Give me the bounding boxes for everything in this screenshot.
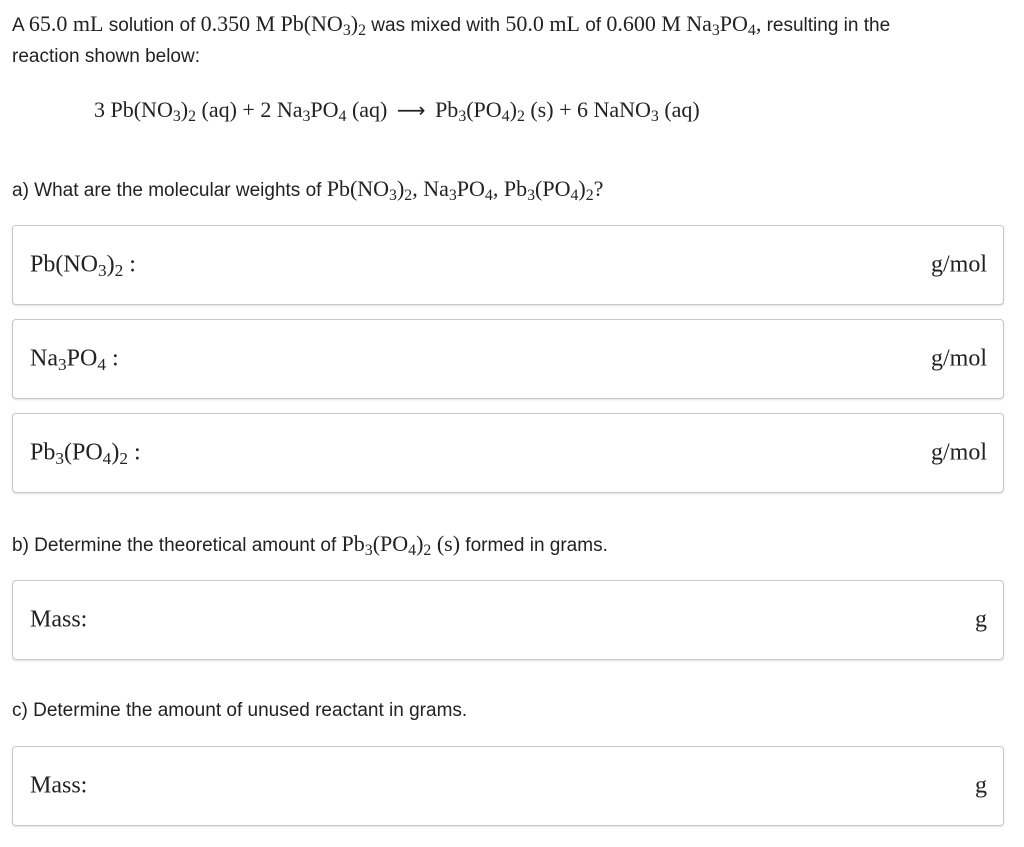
answer-box-lead-phosphate-mw[interactable] [12, 413, 1004, 493]
theoretical-mass-input[interactable] [213, 599, 883, 645]
formula-sodium-phosphate: $Na_3PO_4$ [276, 97, 347, 125]
question-c: c) Determine the amount of unused reactant in grams. [12, 700, 468, 721]
formula-sodium-phosphate: $Na_3PO_4$, [686, 11, 762, 39]
answer-box-lead-nitrate-mw[interactable] [12, 225, 1004, 305]
concentration-2: 0.600 M [606, 11, 681, 36]
formula-lead-phosphate: $Pb_3(PO_4)_2$ [435, 97, 525, 125]
answer-label-lead-nitrate: $Pb(NO_3)_2$ : [30, 251, 136, 280]
answer-label-lead-phosphate: $Pb_3(PO_4)_2$ : [30, 439, 141, 468]
reaction-arrow-icon: ⟶ [396, 98, 426, 122]
lead-nitrate-mw-input[interactable] [213, 244, 883, 290]
answer-box-unused-reactant-mass[interactable] [12, 746, 1004, 826]
formula-sodium-phosphate: $Na_3PO_4$ [423, 176, 493, 204]
unit-label: g [975, 772, 987, 799]
unit-label: g/mol [930, 439, 987, 466]
formula-lead-nitrate: $Pb(NO_3)_2$ [280, 11, 366, 39]
formula-lead-nitrate: $Pb(NO_3)_2$ [326, 176, 413, 204]
lead-phosphate-mw-input[interactable] [213, 432, 883, 478]
volume-1: 65.0 mL [28, 11, 104, 36]
formula-lead-phosphate: $Pb_3(PO_4)_2$ [503, 176, 594, 204]
question-b: b) Determine the theoretical amount of $Pb_3(PO_4)_2$ (s) formed in grams. [12, 531, 608, 559]
sodium-phosphate-mw-input[interactable] [213, 338, 883, 384]
unused-reactant-mass-input[interactable] [213, 765, 883, 811]
answer-label-sodium-phosphate: $Na_3PO_4$ : [30, 345, 119, 374]
reaction-equation: 3 $Pb(NO_3)_2$ (aq) + 2 $Na_3PO_4$ (aq) ⟶ $Pb_3(PO_4)_2$ (s) + 6 NaNO$_3$ (aq) [94, 97, 700, 125]
unit-label: g/mol [930, 251, 987, 278]
formula-lead-phosphate: $Pb_3(PO_4)_2$ [341, 531, 432, 559]
mass-label: Mass: [30, 606, 88, 633]
mass-label: Mass: [30, 772, 88, 799]
answer-box-theoretical-mass[interactable] [12, 580, 1004, 660]
unit-label: g/mol [930, 345, 987, 372]
formula-sodium-nitrate: NaNO$_3$ [593, 97, 659, 125]
concentration-1: 0.350 M [200, 11, 276, 36]
question-a: a) What are the molecular weights of $Pb(NO_3)_2$, $Na_3PO_4$, $Pb_3(PO_4)_2$? [12, 176, 604, 204]
answer-box-sodium-phosphate-mw[interactable] [12, 319, 1004, 399]
formula-lead-nitrate: $Pb(NO_3)_2$ [110, 97, 197, 125]
unit-label: g [975, 606, 987, 633]
problem-intro: A 65.0 mL solution of 0.350 M $Pb(NO_3)_2$ was mixed with 50.0 mL of 0.600 M $Na_3PO_4$, resulting in the reaction shown below: [12, 8, 1024, 72]
volume-2: 50.0 mL [505, 11, 580, 36]
intro-line-2: reaction shown below: [12, 46, 200, 67]
